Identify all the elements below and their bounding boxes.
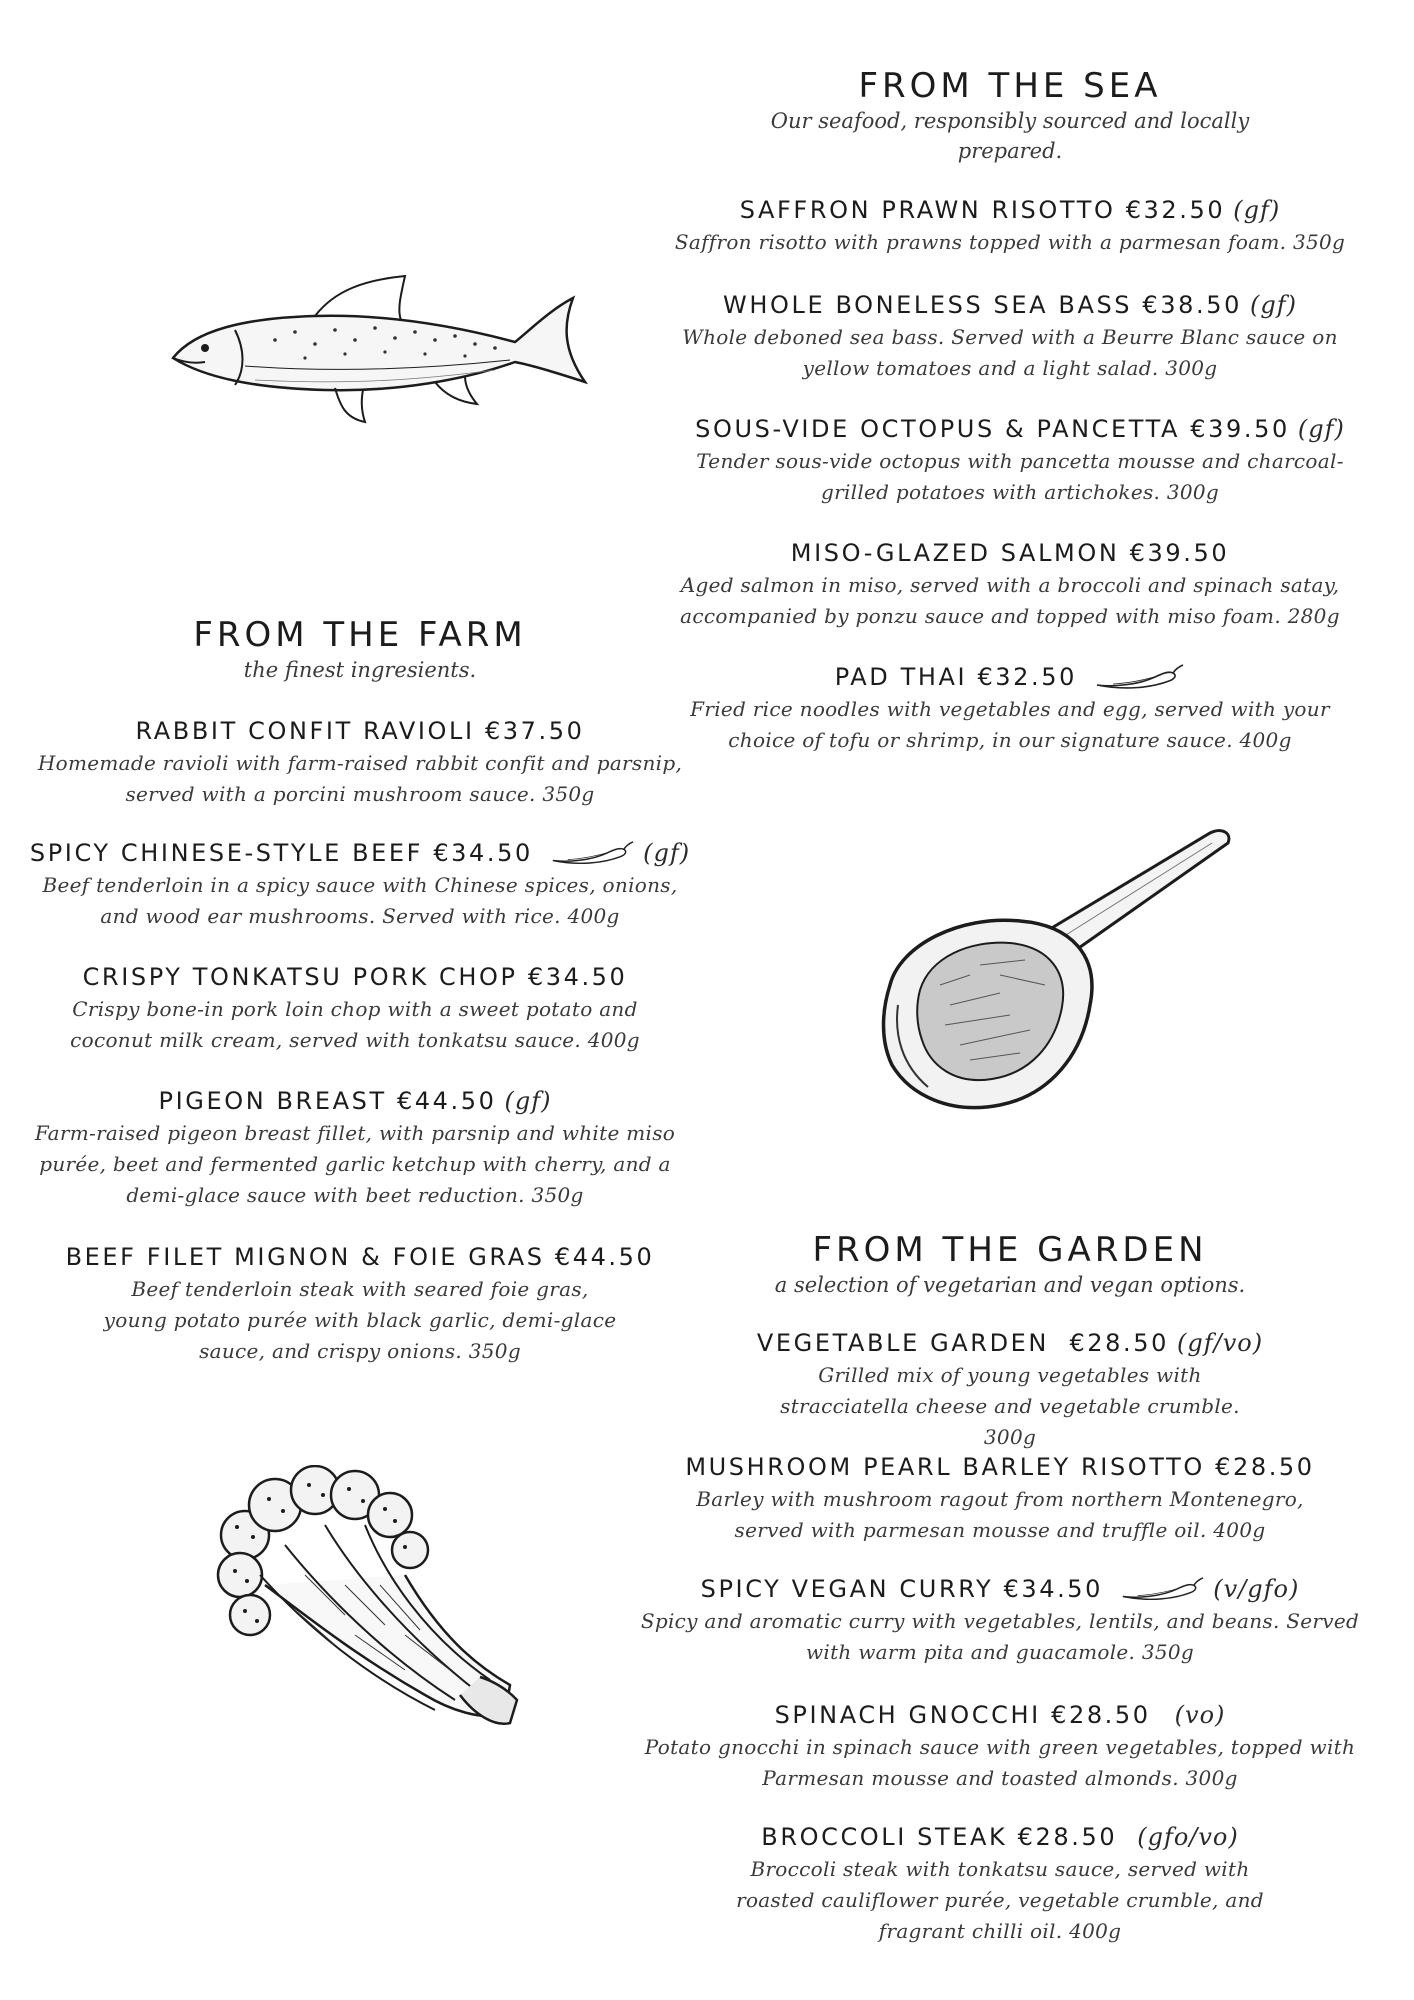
- item-name: SOUS-VIDE OCTOPUS & PANCETTA: [695, 415, 1181, 443]
- item-name: CRISPY TONKATSU PORK CHOP: [82, 963, 518, 991]
- item-price: €32.50: [977, 663, 1078, 691]
- item-description: Beef tenderloin steak with seared foie gras, young potato purée with black garlic, demi-glace sauce, and crispy onions. 350g: [103, 1277, 617, 1363]
- item-name: SAFFRON PRAWN RISOTTO: [739, 196, 1116, 224]
- farm-section-subtitle: the finest ingresients.: [243, 658, 477, 682]
- broccoli-illustration: [205, 1465, 525, 1765]
- menu-item-rabbit-ravioli: [10, 714, 710, 810]
- item-price: €28.50: [1017, 1823, 1118, 1851]
- item-description: Fried rice noodles with vegetables and egg, served with your choice of tofu or shrimp, in our signature sauce. 400g: [690, 697, 1330, 752]
- chili-pepper-icon: [549, 840, 635, 868]
- garden-section-title: FROM THE GARDEN: [812, 1230, 1208, 1270]
- menu-item-sea-bass: [660, 288, 1360, 384]
- item-description: Tender sous-vide octopus with pancetta mousse and charcoal-grilled potatoes with artichokes. 300g: [696, 449, 1344, 504]
- item-price: €44.50: [554, 1243, 655, 1271]
- item-price: €34.50: [433, 839, 533, 867]
- item-price: €28.50: [1069, 1329, 1170, 1357]
- item-name: BEEF FILET MIGNON & FOIE GRAS: [65, 1243, 545, 1271]
- dietary-tag: (v/gfo): [1213, 1575, 1300, 1603]
- menu-item-filet-mignon: [30, 1240, 690, 1367]
- dietary-tag: (gf): [504, 1087, 552, 1115]
- item-price: €44.50: [396, 1087, 497, 1115]
- farm-section-title: FROM THE FARM: [193, 615, 527, 655]
- item-description: Farm-raised pigeon breast fillet, with parsnip and white miso purée, beet and fermented garlic ketchup with cherry, and a demi-glace sauce with beet reduction. 350g: [34, 1121, 676, 1207]
- item-price: €32.50: [1125, 196, 1226, 224]
- item-price: €37.50: [484, 717, 585, 745]
- item-description: Broccoli steak with tonkatsu sauce, served with roasted cauliflower purée, vegetable crumble, and fragrant chilli oil. 400g: [736, 1857, 1264, 1943]
- item-name: PAD THAI: [834, 663, 968, 691]
- item-description: Beef tenderloin in a spicy sauce with Chinese spices, onions, and wood ear mushrooms. Served with rice. 400g: [42, 873, 678, 928]
- dietary-tag: (gf): [1233, 196, 1281, 224]
- item-description: Barley with mushroom ragout from northern Montenegro, served with parmesan mousse and truffle oil. 400g: [696, 1487, 1304, 1542]
- chili-pepper-icon: [1119, 1576, 1205, 1604]
- dietary-tag: (gf): [1249, 291, 1297, 319]
- item-name: SPICY CHINESE-STYLE BEEF: [29, 839, 424, 867]
- menu-item-spicy-chinese-beef: [10, 836, 710, 932]
- item-name: VEGETABLE GARDEN: [756, 1329, 1049, 1357]
- item-name: SPINACH GNOCCHI: [774, 1701, 1041, 1729]
- chili-pepper-icon: [1093, 663, 1185, 693]
- menu-item-tonkatsu-pork-chop: [30, 960, 680, 1056]
- item-price: €39.50: [1190, 415, 1290, 443]
- item-description: Aged salmon in miso, served with a broccoli and spinach satay, accompanied by ponzu sauce and topped with miso foam. 280g: [680, 573, 1340, 628]
- item-description: Whole deboned sea bass. Served with a Beurre Blanc sauce on yellow tomatoes and a light salad. 300g: [682, 325, 1338, 380]
- item-name: WHOLE BONELESS SEA BASS: [723, 291, 1133, 319]
- item-price: €28.50: [1215, 1453, 1315, 1481]
- menu-item-spicy-vegan-curry: [620, 1572, 1380, 1668]
- dietary-tag: (gf): [643, 839, 691, 867]
- item-description: Saffron risotto with prawns topped with a parmesan foam. 350g: [674, 230, 1346, 254]
- tomahawk-steak-illustration: [850, 825, 1240, 1125]
- dietary-tag: (gf/vo): [1177, 1329, 1264, 1357]
- menu-item-pad-thai: [650, 660, 1370, 756]
- menu-item-vegetable-garden: [670, 1326, 1350, 1453]
- menu-item-miso-salmon: [650, 536, 1370, 632]
- garden-section-subtitle: a selection of vegetarian and vegan options.: [774, 1273, 1246, 1297]
- item-name: MISO-GLAZED SALMON: [790, 539, 1120, 567]
- menu-item-saffron-prawn-risotto: [640, 193, 1380, 258]
- dietary-tag: (gfo/vo): [1137, 1823, 1239, 1851]
- item-description: Potato gnocchi in spinach sauce with green vegetables, topped with Parmesan mousse and toasted almonds. 300g: [644, 1735, 1356, 1790]
- item-price: €34.50: [527, 963, 628, 991]
- item-name: SPICY VEGAN CURRY: [700, 1575, 994, 1603]
- item-description: Homemade ravioli with farm-raised rabbit confit and parsnip, served with a porcini mushroom sauce. 350g: [37, 751, 683, 806]
- item-name: RABBIT CONFIT RAVIOLI: [135, 717, 475, 745]
- item-name: BROCCOLI STEAK: [761, 1823, 1008, 1851]
- menu-item-pigeon-breast: [10, 1084, 700, 1211]
- dietary-tag: (vo): [1174, 1701, 1226, 1729]
- item-price: €39.50: [1129, 539, 1230, 567]
- item-description: Spicy and aromatic curry with vegetables, lentils, and beans. Served with warm pita and guacamole. 350g: [640, 1609, 1360, 1664]
- item-price: €34.50: [1003, 1575, 1104, 1603]
- sea-section-title: FROM THE SEA: [858, 66, 1162, 106]
- item-name: MUSHROOM PEARL BARLEY RISOTTO: [685, 1453, 1205, 1481]
- menu-item-broccoli-steak: [690, 1820, 1310, 1947]
- item-price: €38.50: [1142, 291, 1242, 319]
- menu-item-mushroom-barley-risotto: [640, 1450, 1360, 1546]
- item-price: €28.50: [1051, 1701, 1151, 1729]
- item-description: Grilled mix of young vegetables with stracciatella cheese and vegetable crumble. 300g: [780, 1363, 1240, 1449]
- dietary-tag: (gf): [1297, 415, 1345, 443]
- sea-section-subtitle: Our seafood, responsibly sourced and locally prepared.: [770, 109, 1250, 163]
- menu-item-octopus-pancetta: [670, 412, 1370, 508]
- item-description: Crispy bone-in pork loin chop with a sweet potato and coconut milk cream, served with tonkatsu sauce. 400g: [70, 997, 640, 1052]
- menu-item-spinach-gnocchi: [630, 1698, 1370, 1794]
- item-name: PIGEON BREAST: [158, 1087, 387, 1115]
- fish-illustration: [165, 270, 605, 435]
